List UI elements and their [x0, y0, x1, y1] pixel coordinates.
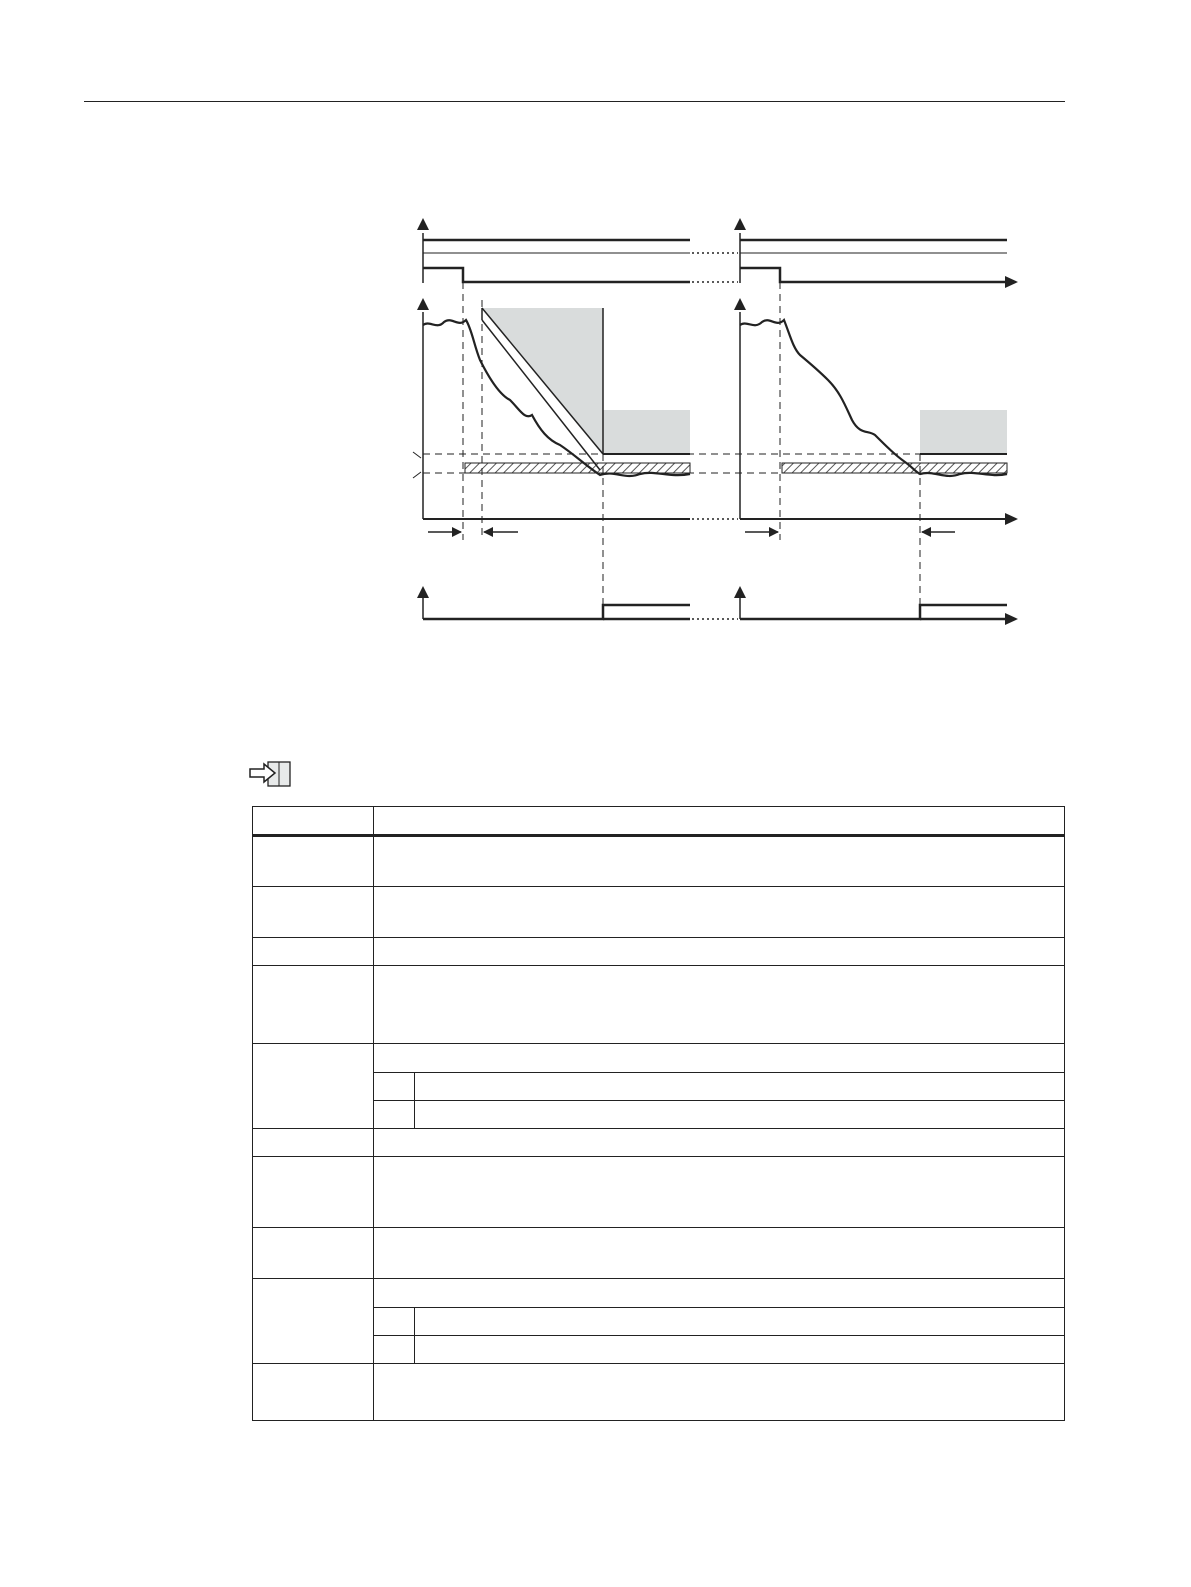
header-rule [84, 101, 1065, 102]
column-header-description [374, 807, 1065, 836]
right-speed-plot [734, 298, 1018, 525]
subtable [374, 1044, 1064, 1128]
table-row [253, 1228, 1065, 1279]
column-header-parameter [253, 807, 374, 836]
right-top-signals [734, 218, 1018, 288]
break-dots [692, 253, 738, 619]
table-row [253, 1279, 1065, 1364]
table-row [253, 1129, 1065, 1157]
left-top-axis-arrow-icon [417, 218, 429, 230]
bottom-time-axis-arrow-icon [1005, 613, 1018, 625]
book-reference-icon [248, 760, 296, 790]
table-row [253, 1364, 1065, 1421]
table-row [253, 1044, 1065, 1129]
table-row [253, 966, 1065, 1044]
table-row [253, 887, 1065, 938]
table-row [253, 836, 1065, 887]
table-row [253, 1157, 1065, 1228]
top-time-axis-arrow-icon [1005, 276, 1018, 288]
left-top-signals [417, 218, 690, 283]
left-speed-plot [413, 298, 690, 519]
parameter-table [252, 806, 1065, 1421]
subtable [374, 1279, 1064, 1363]
right-top-axis-arrow-icon [734, 218, 746, 230]
table-row [253, 938, 1065, 966]
table-header-row [253, 807, 1065, 836]
timing-diagram [400, 210, 1030, 640]
